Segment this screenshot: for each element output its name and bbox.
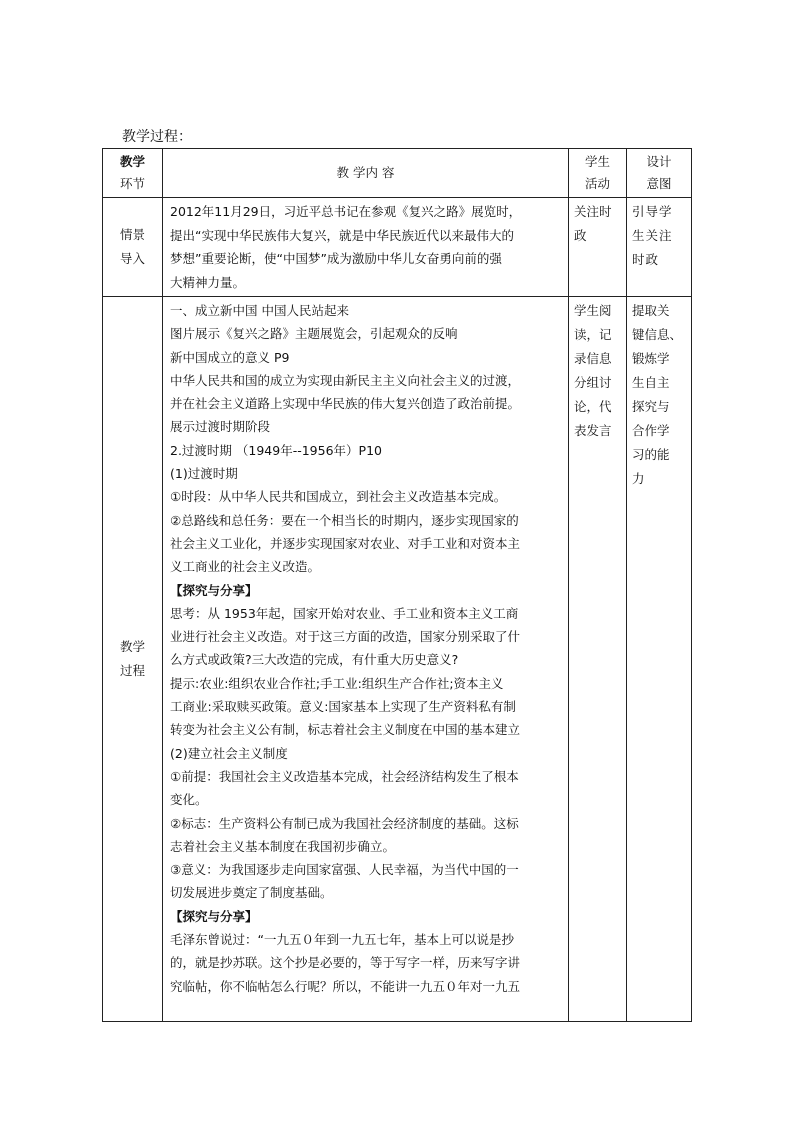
content-line: 大精神力量。 xyxy=(170,274,246,290)
design-line: 习的能 xyxy=(632,447,670,462)
content-line: ②标志：生产资料公有制已成为我国社会经济制度的基础。这标 xyxy=(170,815,519,831)
content-line: (1)过渡时期 xyxy=(170,466,238,482)
header-content-label: 教 学内 容 xyxy=(336,165,395,180)
design-line: 锻炼学 xyxy=(632,351,670,366)
lesson-plan-table xyxy=(102,148,692,1022)
content-line: 社会主义工业化，并逐步实现国家对农业、对手工业和对资本主 xyxy=(170,535,521,551)
header-student-line-2: 活动 xyxy=(584,176,610,191)
content-line: 图片展示《复兴之路》主题展览会，引起观众的反响 xyxy=(170,326,458,342)
content-line: 一、成立新中国 中国人民站起来 xyxy=(170,303,349,318)
stage-process-line-1: 教学 xyxy=(119,639,145,654)
student-line: 表发言 xyxy=(574,423,612,438)
content-line: 提出“实现中华民族伟大复兴，就是中华民族近代以来最伟大的 xyxy=(170,227,514,243)
content-line: 展示过渡时期阶段 xyxy=(170,419,271,435)
design-line: 提取关 xyxy=(632,303,670,318)
section-heading: 【探究与分享】 xyxy=(170,582,258,598)
student-line: 学生阅 xyxy=(574,303,612,318)
stage-process xyxy=(103,297,163,1022)
content-line: 毛泽东曾说过：“一九五０年到一九五七年，基本上可以说是抄 xyxy=(170,932,514,948)
content-line: 中华人民共和国的成立为实现由新民主主义向社会主义的过渡， xyxy=(170,372,521,388)
content-line: ②总路线和总任务：要在一个相当长的时期内，逐步实现国家的 xyxy=(170,512,519,528)
design-line: 引导学 xyxy=(632,204,673,219)
design-intent-intro xyxy=(627,198,692,297)
header-design-line-1: 设计 xyxy=(646,154,672,169)
table-header-row xyxy=(103,149,692,198)
section-heading: 【探究与分享】 xyxy=(170,908,258,924)
content-line: 并在社会主义道路上实现中华民族的伟大复兴创造了政治前提。 xyxy=(170,396,521,412)
stage-intro-line-2: 导入 xyxy=(119,251,145,266)
stage-intro xyxy=(103,198,163,297)
student-line: 分组讨 xyxy=(574,375,612,390)
design-line: 探究与 xyxy=(632,399,670,414)
header-student xyxy=(569,149,627,198)
content-line: 思考：从 1953年起，国家开始对农业、手工业和资本主义工商 xyxy=(170,605,519,621)
content-line: 提示:农业:组织农业合作社;手工业:组织生产合作社;资本主义 xyxy=(170,675,504,691)
student-activity-intro xyxy=(569,198,627,297)
content-line: 2012年11月29日，习近平总书记在参观《复兴之路》展览时， xyxy=(170,204,522,219)
content-line: 么方式或政策?三大改造的完成，有什重大历史意义? xyxy=(170,652,459,668)
header-design-line-2: 意图 xyxy=(646,176,672,191)
header-stage-line-1: 教学 xyxy=(119,154,145,169)
table-row-intro xyxy=(103,198,692,297)
table-row-process xyxy=(103,297,692,1022)
content-line: 志着社会主义基本制度在我国初步确立。 xyxy=(170,838,396,854)
content-line: 2.过渡时期 （1949年--1956年）P10 xyxy=(170,442,382,458)
content-line: ③意义：为我国逐步走向国家富强、人民幸福，为当代中国的一 xyxy=(170,862,519,878)
design-line: 合作学 xyxy=(632,423,670,438)
design-intent-process xyxy=(627,297,692,1022)
content-line: 义工商业的社会主义改造。 xyxy=(170,559,321,575)
header-stage-line-2: 环节 xyxy=(119,176,145,191)
design-line: 力 xyxy=(632,471,645,486)
page-title: 教学过程： xyxy=(122,129,192,145)
content-line: 的，就是抄苏联。这个抄是必要的，等于写字一样，历来写字讲 xyxy=(170,955,521,971)
stage-process-line-2: 过程 xyxy=(119,663,145,678)
header-stage xyxy=(103,149,163,198)
header-student-line-1: 学生 xyxy=(584,154,610,169)
content-line: 转变为社会主义公有制，标志着社会主义制度在中国的基本建立 xyxy=(170,722,521,738)
content-process xyxy=(163,297,569,1022)
header-design xyxy=(627,149,692,198)
student-activity-process xyxy=(569,297,627,1022)
student-line: 关注时 xyxy=(574,204,612,219)
design-line: 生关注 xyxy=(632,228,673,243)
content-intro xyxy=(163,198,569,297)
student-line: 录信息 xyxy=(574,351,612,366)
design-line: 时政 xyxy=(632,252,660,267)
content-line: 业进行社会主义改造。对于这三方面的改造，国家分别采取了什 xyxy=(170,629,521,645)
content-line: (2)建立社会主义制度 xyxy=(170,745,288,761)
content-line: 工商业:采取赎买政策。意义:国家基本上实现了生产资料私有制 xyxy=(170,699,516,715)
content-line: ①前提：我国社会主义改造基本完成，社会经济结构发生了根本 xyxy=(170,768,519,784)
stage-intro-line-1: 情景 xyxy=(119,227,145,242)
content-line: ①时段：从中华人民共和国成立，到社会主义改造基本完成。 xyxy=(170,489,507,505)
design-line: 生自主 xyxy=(632,375,670,390)
content-line: 变化。 xyxy=(170,792,208,808)
design-line: 键信息、 xyxy=(632,327,683,342)
student-line: 读，记 xyxy=(574,327,612,342)
content-line: 新中国成立的意义 P9 xyxy=(170,349,290,365)
student-line: 政 xyxy=(574,228,587,243)
content-line: 切发展进步奠定了制度基础。 xyxy=(170,885,333,901)
header-content xyxy=(163,149,569,198)
student-line: 论，代 xyxy=(574,399,612,414)
content-line: 梦想”重要论断，使“中国梦”成为激励中华儿女奋勇向前的强 xyxy=(170,251,502,266)
content-line: 究临帖，你不临帖怎么行呢？所以，不能讲一九五０年对一九五 xyxy=(170,978,521,994)
